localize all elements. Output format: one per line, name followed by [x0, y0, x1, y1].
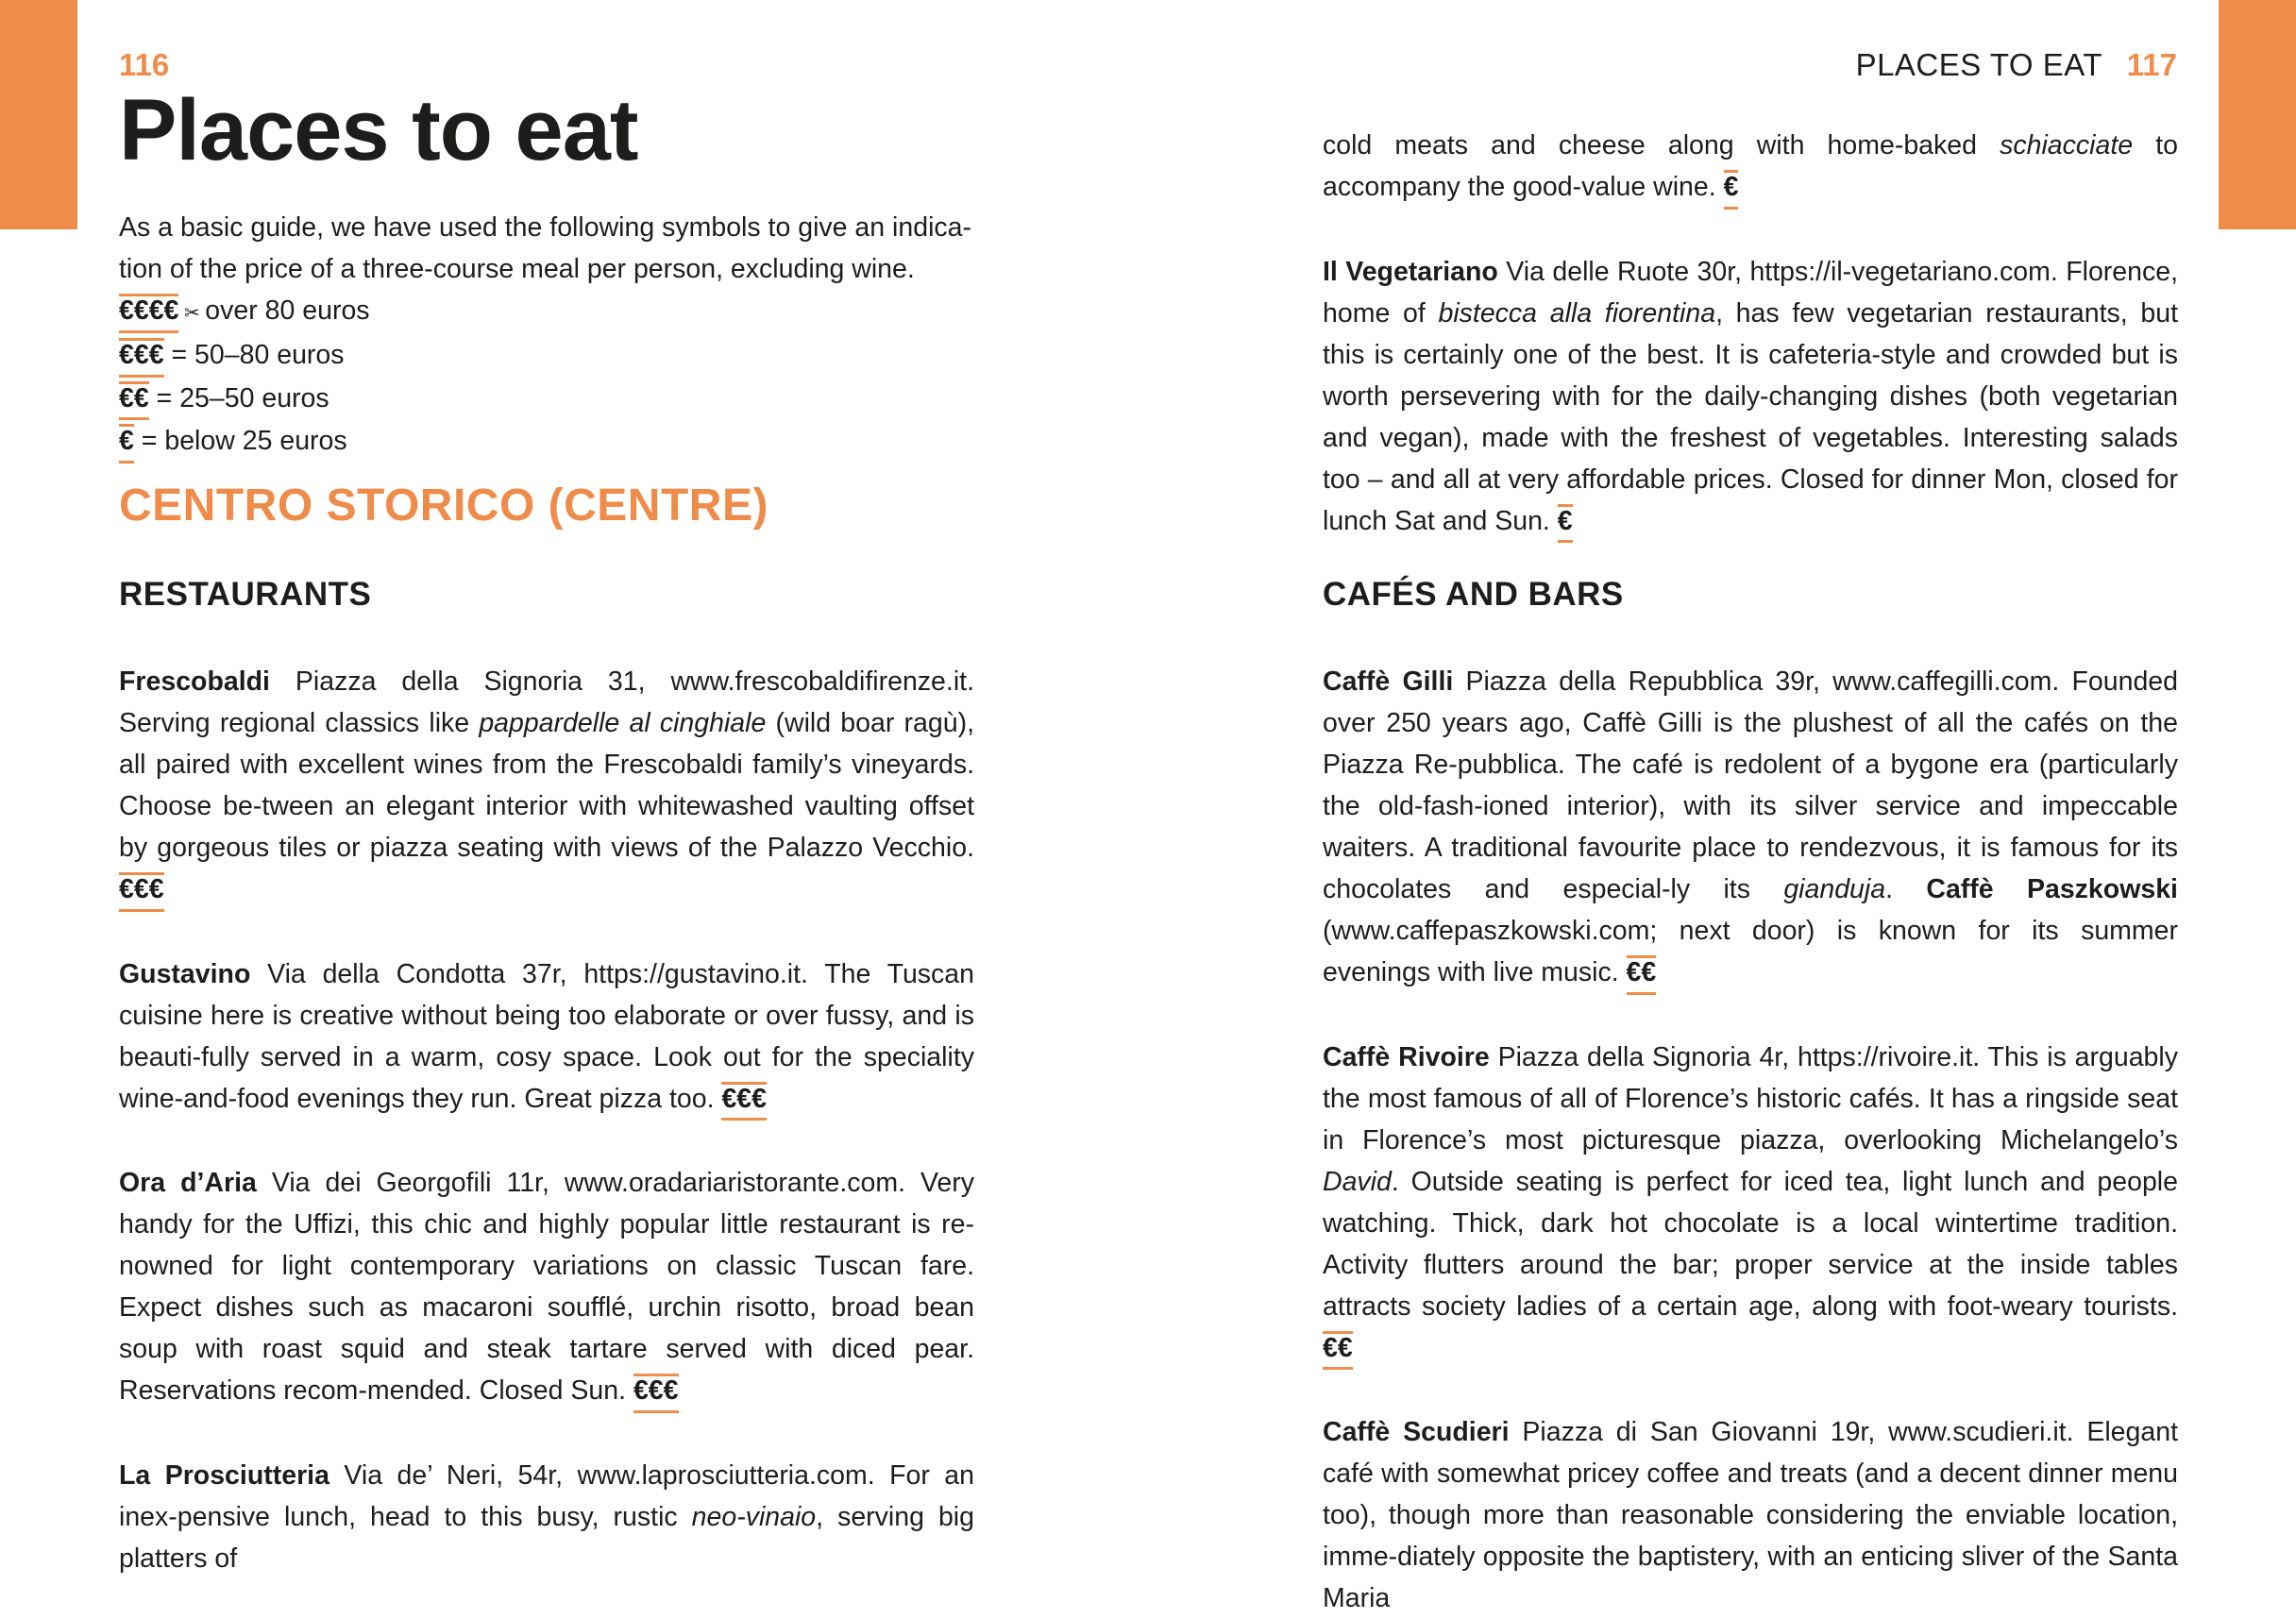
entry-name: La Prosciutteria [119, 1459, 329, 1491]
price-key-separator: = [163, 340, 195, 370]
entry-text: Via della Condotta 37r, https://gustavino.it. The Tuscan cuisine here is creative without being too elaborate or over fussy, and is beauti-fully served in a warm, cosy space. Look out for the speciality wine-and-food evenings they run. Great pizza too. [119, 958, 974, 1114]
entry-caffe-gilli [1323, 661, 2178, 995]
entry-caffe-scudieri [1323, 1411, 2178, 1619]
price-key-separator: = [148, 382, 180, 413]
entry-ora-daria [119, 1162, 974, 1413]
price-tag: €€€ [633, 1374, 679, 1413]
entry-continued [1323, 125, 2178, 210]
price-symbol: € [119, 424, 134, 464]
price-symbol: €€ [119, 381, 149, 421]
entry-italic: bistecca alla fiorentina [1438, 297, 1716, 329]
price-tag: €€€ [119, 872, 164, 912]
price-key-row [119, 334, 974, 378]
entry-text: Via de’ Neri, 54r, www.laprosciutteria.com. For an inex-pensive lunch, head to this busy, rustic [119, 1459, 974, 1532]
entry-text: to accompany the good-value wine. [1323, 130, 2179, 202]
price-tag: €€ [1323, 1331, 1353, 1371]
cafes-heading: CAFÉS AND BARS [1323, 576, 1624, 613]
entry-text: (www.caffepaszkowski.com; next door) is known for its summer evenings with live music. [1323, 916, 2178, 987]
entry-text: (wild boar ragù), all paired with excellent wines from the Frescobaldi family’s vineyards. Choose be-tween an elegant interior with whitewashed vaulting offset by gorgeous tiles or piazza seating with views of the Palazzo Vecchio. [119, 708, 974, 863]
scissors-icon: ✂ [178, 303, 206, 324]
entry-italic: neo-vinaio [691, 1501, 817, 1532]
price-key-text: 25–50 euros [179, 382, 329, 413]
entry-text: . [1885, 874, 1927, 904]
price-tag: €€€ [721, 1082, 767, 1121]
entry-name: Gustavino [119, 958, 251, 989]
entry-text: Via dei Georgofili 11r, www.oradariaristorante.com. Very handy for the Uffizi, this chic and highly popular little restaurant is re-nowned for light contemporary variations on classic Tuscan fare. Expect dishes such as macaroni soufflé, urchin risotto, broad bean soup with roast squid and steak tartare served with diced pear. Reservations recom-mended. Closed Sun. [119, 1168, 974, 1406]
entry-text: Piazza della Repubblica 39r, www.caffegilli.com. Founded over 250 years ago, Caffè Gilli is the plushest of all the cafés on the Piazza Re-pubblica. The café is redolent of a bygone era (particularly the old-fash-ioned interior), with its silver service and impeccable waiters. A traditional favourite place to rendezvous, it is famous for its chocolates and especial-ly its [1323, 666, 2178, 904]
entry-italic: pappardelle al cinghiale [479, 708, 767, 738]
entry-name: Caffè Scudieri [1323, 1417, 1510, 1447]
restaurants-heading: RESTAURANTS [119, 576, 372, 613]
entry-name: Caffè Rivoire [1323, 1041, 1490, 1072]
entry-name: Ora d’Aria [119, 1168, 257, 1198]
entry-text: Piazza di San Giovanni 19r, www.scudieri.it. Elegant café with somewhat pricey coffee and treats (and a decent dinner menu too), though more than reasonable considering the enviable location, imme-diately opposite the baptistery, with an enticing sliver of the Santa Maria [1323, 1417, 2178, 1613]
intro-text: As a basic guide, we have used the following symbols to give an indica-tion of the price of a three-course meal per person, excluding wine. [119, 212, 972, 284]
entry-text: . Outside seating is perfect for iced tea, light lunch and people watching. Thick, dark hot chocolate is a local wintertime tradition. Activity flutters around the bar; proper service at the inside tables attracts society ladies of a certain age, along with foot-weary tourists. [1323, 1166, 2178, 1322]
entry-name: Frescobaldi [119, 666, 270, 697]
right-page-number: 117 [2126, 47, 2177, 82]
page-title: Places to eat [119, 82, 638, 178]
price-symbol: €€€ [119, 338, 164, 378]
price-key-separator: = [133, 426, 165, 456]
entry-frescobaldi [119, 661, 974, 912]
price-tag: €€ [1627, 955, 1657, 995]
section-heading: CENTRO STORICO (CENTRE) [119, 481, 768, 531]
entry-text: Piazza della Signoria 4r, https://rivoire.it. This is arguably the most famous of all of Florence’s historic cafés. It has a ringside seat in Florence’s most picturesque piazza, overlooking Michelangelo’s [1323, 1041, 2178, 1155]
cafes-column [1323, 661, 2178, 1619]
entry-name: Caffè Paszkowski [1926, 874, 2178, 904]
price-key-text: 50–80 euros [194, 340, 345, 370]
right-top-column [1323, 125, 2178, 543]
price-key-row [119, 420, 974, 464]
entry-gustavino [119, 953, 974, 1121]
price-key-text: over 80 euros [205, 295, 370, 326]
price-key-row [119, 378, 974, 421]
entry-text: Via delle Ruote 30r, https://il-vegetariano.com. Florence, home of [1323, 256, 2179, 329]
entry-italic: gianduja [1783, 874, 1886, 904]
price-key-text: below 25 euros [164, 426, 347, 456]
price-symbol: €€€€ [119, 294, 178, 333]
left-edge-tab [0, 0, 77, 229]
intro-block [119, 207, 974, 464]
entry-la-prosciutteria [119, 1455, 974, 1579]
running-head: PLACES TO EAT [1855, 47, 2102, 82]
entry-text: Piazza della Signoria 31, www.frescobaldifirenze.it. Serving regional classics like [119, 666, 974, 738]
entry-il-vegetariano [1323, 251, 2178, 544]
entry-italic: schiacciate [2000, 130, 2134, 160]
price-key-row [119, 290, 974, 334]
entry-text: cold meats and cheese along with home-baked [1323, 130, 2001, 160]
entry-caffe-rivoire [1323, 1037, 2178, 1371]
entry-name: Il Vegetariano [1323, 256, 1498, 287]
right-edge-tab [2219, 0, 2296, 229]
entry-name: Caffè Gilli [1323, 666, 1454, 697]
restaurants-column [119, 661, 974, 1579]
entry-text: , serving big platters of [119, 1501, 974, 1574]
price-tag: € [1558, 504, 1573, 544]
left-page-number: 116 [119, 47, 170, 82]
entry-text: , has few vegetarian restaurants, but this is certainly one of the best. It is cafeteria-style and crowded but is worth persevering with for the daily-changing dishes (both vegetarian and vegan), made with the freshest of vegetables. Interesting salads too – and all at very affordable prices. Closed for dinner Mon, closed for lunch Sat and Sun. [1323, 297, 2179, 536]
entry-italic: David [1323, 1166, 1392, 1197]
price-tag: € [1724, 170, 1739, 210]
